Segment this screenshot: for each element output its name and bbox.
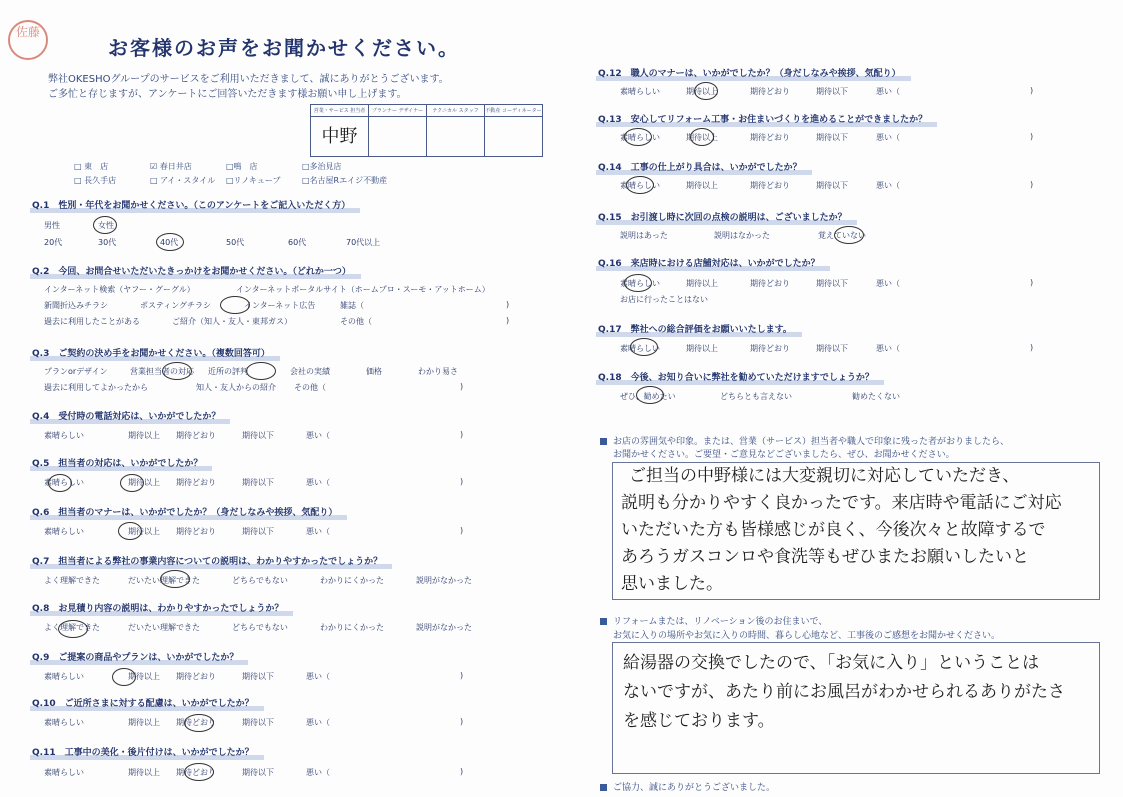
- answer-option[interactable]: 期待どおり: [176, 527, 216, 536]
- handwritten-circle-mark: [120, 474, 144, 492]
- answer-option[interactable]: 期待どおり: [176, 478, 216, 487]
- question-16-heading: Q.16 来店時における店舗対応は、いかがでしたか？: [598, 256, 820, 269]
- question-12-heading: Q.12 職人のマナーは、いかがでしたか？（身だしなみや挨拶、気配り）: [598, 66, 901, 79]
- answer-option[interactable]: だいたい理解できた: [128, 576, 200, 585]
- comment2-prompt-1: リフォームまたは、リノベーション後のお住まいで、: [600, 614, 827, 627]
- answer-option[interactable]: 期待以上: [128, 718, 160, 727]
- answer-option[interactable]: 近所の評判: [208, 367, 248, 376]
- answer-option[interactable]: 説明がなかった: [416, 623, 472, 632]
- answer-option[interactable]: その他（: [340, 317, 372, 326]
- answer-option[interactable]: 悪い（: [306, 478, 330, 487]
- answer-option[interactable]: 期待以下: [816, 344, 848, 353]
- answer-field-close: ): [506, 316, 510, 325]
- answer-option[interactable]: 期待以上: [128, 768, 160, 777]
- answer-option[interactable]: 期待以上: [128, 431, 160, 440]
- bullet-square-icon: [600, 438, 607, 445]
- answer-option[interactable]: 期待以下: [242, 672, 274, 681]
- answer-option[interactable]: 素晴らしい: [44, 478, 84, 487]
- handwritten-circle-mark: [48, 474, 72, 492]
- answer-option[interactable]: わかりにくかった: [320, 576, 384, 585]
- question-9-heading: Q.9 ご提案の商品やプランは、いかがでしたか？: [32, 650, 238, 663]
- answer-option[interactable]: 男性: [44, 221, 60, 230]
- staff-header-planner: プランナー デザイナー: [369, 105, 427, 117]
- handwritten-circle-mark: [694, 82, 718, 100]
- answer-option[interactable]: 素晴らしい: [44, 768, 84, 777]
- answer-field-close: ): [1030, 180, 1034, 189]
- answer-option[interactable]: 期待どおり: [176, 768, 216, 777]
- handwritten-circle-mark: [626, 176, 654, 194]
- answer-option[interactable]: 勧めたくない: [852, 392, 900, 401]
- handwritten-circle-mark: [118, 522, 142, 540]
- answer-option[interactable]: よく理解できた: [44, 576, 100, 585]
- answer-option[interactable]: ぜひ、勧めたい: [620, 392, 676, 401]
- question-14-heading: Q.14 工事の仕上がり具合は、いかがでしたか？: [598, 160, 802, 173]
- comment2-text: 給湯器の交換でしたので、「お気に入り」ということは ないですが、あたり前にお風呂がわかせられるありがたさ を感じております。: [623, 653, 1065, 731]
- handwritten-circle-mark: [690, 128, 714, 146]
- handwritten-circle-mark: [162, 362, 192, 380]
- answer-option[interactable]: 素晴らしい: [620, 133, 660, 142]
- answer-option[interactable]: 期待以上: [686, 344, 718, 353]
- answer-option[interactable]: 悪い（: [306, 768, 330, 777]
- answer-field-close: ): [1030, 278, 1034, 287]
- answer-field-close: ): [460, 382, 464, 391]
- staff-sales-name[interactable]: 中野: [311, 117, 369, 157]
- comment2-box[interactable]: [612, 642, 1100, 774]
- answer-option[interactable]: 説明はあった: [620, 231, 668, 240]
- answer-option[interactable]: 悪い（: [306, 718, 330, 727]
- answer-option[interactable]: 悪い（: [306, 672, 330, 681]
- answer-option[interactable]: 期待以上: [686, 279, 718, 288]
- question-15-heading: Q.15 お引渡し時に次回の点検の説明は、ございましたか？: [598, 210, 847, 223]
- answer-option[interactable]: ポスティングチラシ: [140, 301, 212, 310]
- answer-option[interactable]: 素晴らしい: [44, 718, 84, 727]
- answer-option[interactable]: 悪い（: [876, 133, 900, 142]
- staff-header-technical: テクニカル スタッフ: [427, 105, 485, 117]
- answer-option[interactable]: 営業担当者の対応: [130, 367, 194, 376]
- footer-thanks: ご協力、誠にありがとうございました。: [600, 780, 775, 793]
- staff-table: [310, 104, 543, 157]
- answer-option[interactable]: 素晴らしい: [620, 181, 660, 190]
- question-18-heading: Q.18 今後、お知り合いに弊社を勧めていただけますでしょうか？: [598, 370, 874, 383]
- answer-option[interactable]: よく理解できた: [44, 623, 100, 632]
- answer-option[interactable]: わかりにくかった: [320, 623, 384, 632]
- answer-option[interactable]: 期待以下: [242, 478, 274, 487]
- store-option[interactable]: □鳴 店: [226, 162, 258, 171]
- comment2-prompt-2: お気に入りの場所やお気に入りの時間、暮らし心地など、工事後のご感想をお聞かせください。: [613, 631, 1001, 641]
- answer-option[interactable]: 覚えていない: [818, 231, 866, 240]
- question-1-heading: Q.1 性別・年代をお聞かせください。（このアンケートをご記入いただく方）: [32, 198, 350, 211]
- question-3-heading: Q.3 ご契約の決め手をお聞かせください。（複数回答可）: [32, 346, 270, 359]
- answer-option[interactable]: 期待どおり: [176, 672, 216, 681]
- answer-option[interactable]: 期待以下: [816, 87, 848, 96]
- question-17-heading: Q.17 弊社への総合評価をお願いいたします。: [598, 322, 792, 335]
- comment1-text: ご担当の中野様には大変親切に対応していただき、 説明も分かりやすく良かったです。来店時や電話にご対応 いただいた方も皆様感じが良く、今後次々と故障するで あろうガスコンロや食洗等もぜひまたお願いしたいと 思いました。: [621, 466, 1062, 594]
- answer-option[interactable]: 期待どおり: [750, 87, 790, 96]
- handwritten-circle-mark: [184, 763, 214, 781]
- intro-line-2: ご多忙と存じますが、アンケートにご回答いただきます様お願い申し上げます。: [48, 89, 407, 100]
- handwritten-circle-mark: [624, 128, 652, 146]
- answer-option[interactable]: 期待以下: [816, 279, 848, 288]
- answer-option[interactable]: インターネットポータルサイト（ホームプロ・スーモ・アットホーム）: [236, 285, 490, 294]
- answer-option[interactable]: インターネット広告: [244, 301, 316, 310]
- answer-option[interactable]: 期待以上: [686, 181, 718, 190]
- answer-option[interactable]: 悪い（: [306, 527, 330, 536]
- answer-option[interactable]: 期待どおり: [176, 718, 216, 727]
- answer-option[interactable]: だいたい理解できた: [128, 623, 200, 632]
- staff-planner-name[interactable]: [369, 117, 427, 157]
- answer-option[interactable]: 価格: [366, 367, 382, 376]
- staff-header-realestate: 不動産 コーディネーター: [485, 105, 543, 117]
- answer-option[interactable]: 過去に利用してよかったから: [44, 383, 148, 392]
- comment1-box[interactable]: [612, 462, 1100, 600]
- handwritten-circle-mark: [630, 338, 658, 356]
- store-checklist: [74, 160, 422, 188]
- handwritten-circle-mark: [636, 386, 664, 404]
- answer-option[interactable]: 素晴らしい: [620, 279, 660, 288]
- handwritten-circle-mark: [93, 216, 117, 234]
- intro-line-1: 弊社OKESHOグループのサービスをご利用いただきまして、誠にありがとうございます。: [48, 74, 449, 85]
- answer-option[interactable]: 期待どおり: [176, 431, 216, 440]
- handwritten-circle-mark: [624, 274, 652, 292]
- store-option[interactable]: □ アイ・スタイル: [150, 176, 216, 185]
- handwritten-circle-mark: [220, 296, 250, 314]
- answer-option[interactable]: 過去に利用したことがある: [44, 317, 140, 326]
- answer-option[interactable]: 期待以下: [242, 718, 274, 727]
- answer-field-close: ): [460, 477, 464, 486]
- answer-option[interactable]: その他（: [294, 383, 326, 392]
- answer-field-close: ): [1030, 132, 1034, 141]
- answer-field-close: ): [460, 671, 464, 680]
- question-4-heading: Q.4 受付時の電話対応は、いかがでしたか？: [32, 409, 220, 422]
- answer-option[interactable]: 期待以上: [686, 133, 718, 142]
- answer-field-close: ): [460, 767, 464, 776]
- answer-option[interactable]: 期待以上: [686, 87, 718, 96]
- answer-option[interactable]: 悪い（: [306, 431, 330, 440]
- page-title: お客様のお声をお聞かせください。: [108, 36, 460, 60]
- staff-realestate-name[interactable]: [485, 117, 543, 157]
- answer-option[interactable]: 説明はなかった: [714, 231, 770, 240]
- answer-option[interactable]: 期待どおり: [750, 344, 790, 353]
- answer-field-close: ): [1030, 86, 1034, 95]
- question-11-heading: Q.11 工事中の美化・後片付けは、いかがでしたか？: [32, 745, 254, 758]
- answer-option[interactable]: 期待以上: [128, 672, 160, 681]
- answer-option[interactable]: 期待どおり: [750, 133, 790, 142]
- answer-option[interactable]: 素晴らしい: [620, 344, 660, 353]
- answer-option[interactable]: 素晴らしい: [44, 527, 84, 536]
- answer-option[interactable]: 悪い（: [876, 279, 900, 288]
- answer-option[interactable]: 50代: [226, 238, 245, 247]
- handwritten-circle-mark: [156, 233, 184, 251]
- answer-field-close: ): [506, 300, 510, 309]
- answer-option[interactable]: どちらとも言えない: [720, 392, 792, 401]
- store-option[interactable]: □ 長久手店: [74, 176, 117, 185]
- question-13-heading: Q.13 安心してリフォーム工事・お住まいづくりを進めることができましたか？: [598, 112, 927, 125]
- answer-field-close: ): [460, 526, 464, 535]
- answer-option[interactable]: 悪い（: [876, 87, 900, 96]
- answer-option[interactable]: 会社の実績: [290, 367, 330, 376]
- answer-option[interactable]: 期待以上: [128, 527, 160, 536]
- answer-option[interactable]: 60代: [288, 238, 307, 247]
- answer-option[interactable]: 女性: [98, 221, 114, 230]
- staff-technical-name[interactable]: [427, 117, 485, 157]
- comment1-prompt-2: お聞かせください。ご要望・ご意見などございましたら、ぜひ、お聞かせください。: [613, 450, 955, 460]
- answer-option[interactable]: 素晴らしい: [620, 87, 660, 96]
- answer-field-close: ): [460, 430, 464, 439]
- handwritten-circle-mark: [246, 362, 276, 380]
- store-option[interactable]: ☑ 春日井店: [150, 162, 192, 171]
- answer-option[interactable]: 期待どおり: [750, 279, 790, 288]
- answer-option[interactable]: 期待以上: [128, 478, 160, 487]
- handwritten-circle-mark: [834, 226, 864, 244]
- staff-header-sales: 営業・サービス 担当者: [311, 105, 369, 117]
- answer-field-close: ): [460, 717, 464, 726]
- answer-option[interactable]: 期待以下: [242, 431, 274, 440]
- answer-option[interactable]: お店に行ったことはない: [620, 295, 708, 304]
- answer-option[interactable]: 説明がなかった: [416, 576, 472, 585]
- answer-option[interactable]: 雑誌（: [340, 301, 364, 310]
- question-5-heading: Q.5 担当者の対応は、いかがでしたか？: [32, 456, 202, 469]
- answer-option[interactable]: 悪い（: [876, 181, 900, 190]
- answer-option[interactable]: 素晴らしい: [44, 672, 84, 681]
- answer-option[interactable]: 期待以下: [242, 768, 274, 777]
- comment1-prompt-1: お店の雰囲気や印象。または、営業（サービス）担当者や職人で印象に残った者がおりましたら、: [600, 434, 1009, 447]
- answer-option[interactable]: ご紹介（知人・友人・東邦ガス）: [172, 317, 292, 326]
- handwritten-circle-mark: [58, 620, 88, 638]
- answer-field-close: ): [1030, 343, 1034, 352]
- answer-option[interactable]: 素晴らしい: [44, 431, 84, 440]
- bullet-square-icon: [600, 618, 607, 625]
- answer-option[interactable]: 期待以下: [816, 181, 848, 190]
- question-2-heading: Q.2 今回、お問合せいただいたきっかけをお聞かせください。（どれか一つ）: [32, 264, 351, 277]
- store-option[interactable]: □名古屋Rエイジ不動産: [302, 176, 388, 185]
- question-6-heading: Q.6 担当者のマナーは、いかがでしたか？（身だしなみや挨拶、気配り）: [32, 505, 337, 518]
- answer-option[interactable]: 20代: [44, 238, 63, 247]
- answer-option[interactable]: プランorデザイン: [44, 367, 108, 376]
- answer-option[interactable]: 悪い（: [876, 344, 900, 353]
- answer-option[interactable]: 期待以下: [242, 527, 274, 536]
- answer-option[interactable]: わかり易さ: [418, 367, 458, 376]
- answer-option[interactable]: 新聞折込みチラシ: [44, 301, 108, 310]
- handwritten-circle-mark: [184, 714, 214, 732]
- question-8-heading: Q.8 お見積り内容の説明は、わかりやすかったでしょうか？: [32, 601, 283, 614]
- question-7-heading: Q.7 担当者による弊社の事業内容についての説明は、わかりやすかったでしょうか？: [32, 554, 382, 567]
- question-10-heading: Q.10 ご近所さまに対する配慮は、いかがでしたか？: [32, 696, 254, 709]
- store-option[interactable]: □ 東 店: [74, 162, 109, 171]
- answer-option[interactable]: 知人・友人からの紹介: [196, 383, 276, 392]
- store-option[interactable]: □リノキューブ: [226, 176, 281, 185]
- bullet-square-icon: [600, 784, 607, 791]
- store-option[interactable]: □多治見店: [302, 162, 342, 171]
- answer-option[interactable]: 70代以上: [346, 238, 381, 247]
- answer-option[interactable]: どちらでもない: [232, 623, 288, 632]
- answer-option[interactable]: 期待以下: [816, 133, 848, 142]
- answer-option[interactable]: 30代: [98, 238, 117, 247]
- answer-option[interactable]: どちらでもない: [232, 576, 288, 585]
- answer-option[interactable]: 40代: [160, 238, 179, 247]
- seal-stamp: 佐藤: [8, 20, 48, 60]
- handwritten-circle-mark: [112, 668, 136, 686]
- answer-option[interactable]: 期待どおり: [750, 181, 790, 190]
- handwritten-circle-mark: [160, 570, 190, 588]
- answer-option[interactable]: インターネット検索（ヤフー・グーグル）: [44, 285, 195, 294]
